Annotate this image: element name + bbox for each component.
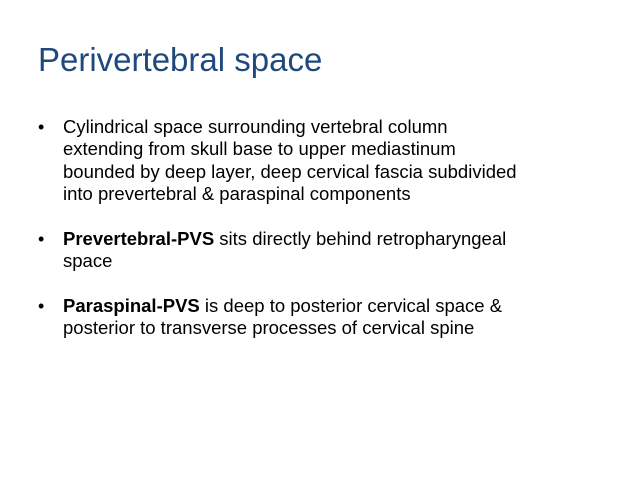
bullet-list bbox=[38, 116, 608, 361]
bullet-item-cylindrical-space bbox=[38, 116, 608, 205]
bullet-text-line: space bbox=[63, 250, 113, 272]
bullet-text-line: extending from skull base to upper mediastinum bbox=[63, 138, 456, 160]
bullet-term: Prevertebral-PVS bbox=[63, 228, 215, 250]
bullet-marker: • bbox=[38, 295, 45, 316]
slide-title: Perivertebral space bbox=[38, 41, 323, 78]
bullet-text-line: posterior to transverse processes of cervical spine bbox=[63, 317, 475, 339]
bullet-text-line: Cylindrical space surrounding vertebral column bbox=[63, 116, 448, 137]
bullet-text: is deep to posterior cervical space & bbox=[199, 294, 503, 316]
bullet-text-line: bounded by deep layer, deep cervical fascia subdivided bbox=[63, 160, 517, 182]
bullet-text: sits directly behind retropharyngeal bbox=[214, 228, 507, 250]
bullet-marker: • bbox=[38, 229, 45, 250]
bullet-item-paraspinal bbox=[38, 295, 608, 340]
bullet-item-prevertebral bbox=[38, 228, 608, 273]
bullet-term: Paraspinal-PVS bbox=[63, 294, 200, 316]
bullet-text-line: into prevertebral & paraspinal components bbox=[63, 182, 411, 204]
bullet-text-line bbox=[63, 228, 608, 250]
bullet-marker: • bbox=[38, 117, 45, 137]
bullet-text-line bbox=[63, 295, 608, 317]
